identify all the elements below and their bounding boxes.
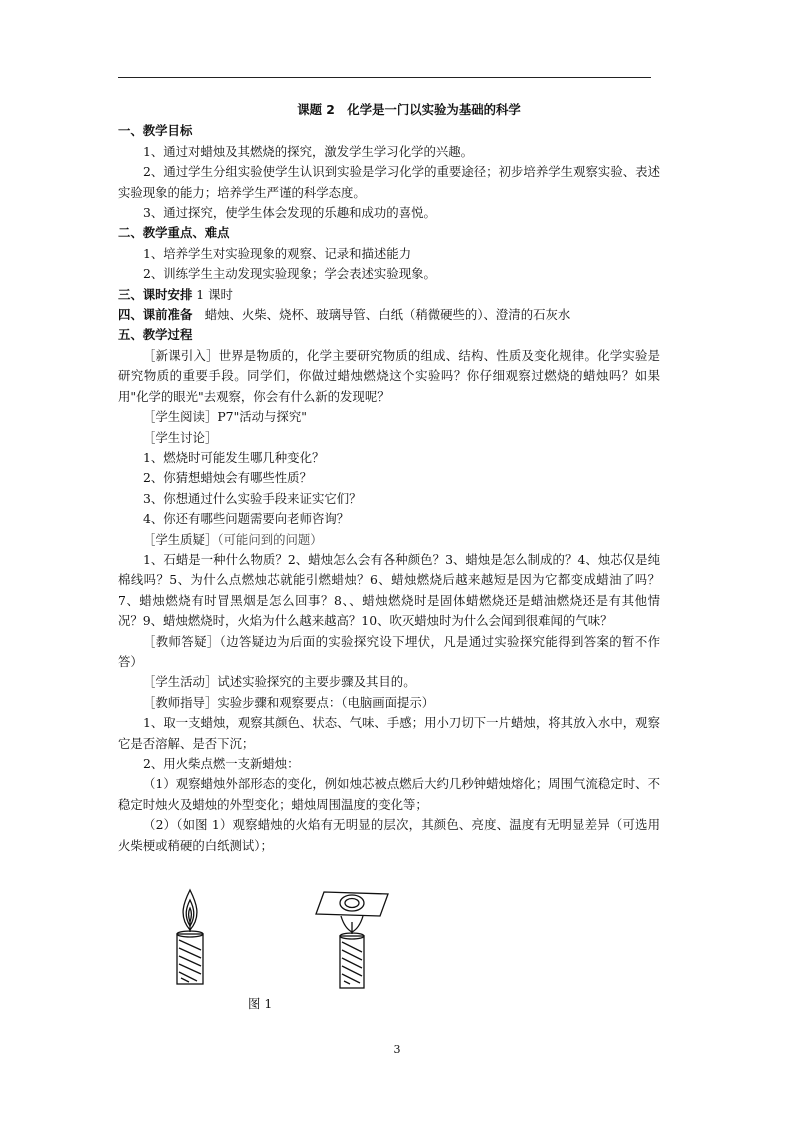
section-heading-process: 五、教学过程 <box>118 327 193 343</box>
page-title: 课题 2 化学是一门以实验为基础的科学 <box>297 102 521 117</box>
schedule-value: 1 课时 <box>192 286 233 302</box>
discussion-question: 1、燃烧时可能发生哪几种变化？ <box>143 449 325 465</box>
step-2a: （1）观察蜡烛外部形态的变化，例如烛芯被点燃后大约几秒钟蜡烛熔化；周围气流稳定时、不稳定时烛火及蜡烛的外型变化；蜡烛周围温度的变化等； <box>118 776 660 812</box>
query-note: （可能问到的问题） <box>217 531 323 547</box>
preparation-label: 四、课前准备 <box>118 307 193 323</box>
student-query <box>118 530 660 550</box>
discussion-question: 2、你猜想蜡烛会有哪些性质？ <box>143 470 312 486</box>
query-label: ［学生质疑］ <box>143 531 218 547</box>
figure-caption: 图 1 <box>248 996 273 1011</box>
candle-with-paper-card-drawing <box>316 892 388 988</box>
step-2b: （2）（如图 1）观察蜡烛的火焰有无明显的层次，其颜色、亮度、温度有无明显差异（可选用火柴梗或稍硬的白纸测试）； <box>118 817 660 853</box>
process-intro: ［新课引入］世界是物质的，化学主要研究物质的组成、结构、性质及变化规律。化学实验是研究物质的重要手段。同学们，你做过蜡烛燃烧这个实验吗？你仔细观察过燃烧的蜡烛吗？如果用"化学的眼光"去观察，你会有什么新的发现呢？ <box>118 347 660 404</box>
objective-item: 2、通过学生分组实验使学生认识到实验是学习化学的重要途径；初步培养学生观察实验、表述实验现象的能力；培养学生严谨的科学态度。 <box>118 164 660 200</box>
student-activity: ［学生活动］试述实验探究的主要步骤及其目的。 <box>143 674 416 690</box>
header-rule <box>118 77 651 78</box>
candle-with-flame-drawing <box>177 890 203 984</box>
section-heading-objectives: 一、教学目标 <box>118 123 193 139</box>
key-point-item: 2、训练学生主动发现实验现象；学会表述实验现象。 <box>143 266 436 282</box>
candle-figure-illustration <box>118 886 518 1016</box>
page-number: 3 <box>393 1043 401 1056</box>
step-2: 2、用火柴点燃一支新蜡烛： <box>143 756 300 771</box>
section-heading-schedule <box>118 285 660 305</box>
query-text: 1、石蜡是一种什么物质？2、蜡烛怎么会有各种颜色？3、蜡烛是怎么制成的？4、烛芯仅是纯棉线吗？5、为什么点燃烛芯就能引燃蜡烛？6、蜡烛燃烧后越来越短是因为它都变成蜡油了吗？7、蜡烛燃烧有时冒黑烟是怎么回事？8、、蜡烛燃烧时是固体蜡燃烧还是蜡油燃烧还是有其他情况？9、蜡烛燃烧时，火焰为什么越来越高？10、吹灭蜡烛时为什么会闻到很难闻的气味？ <box>118 551 660 629</box>
section-heading-preparation <box>118 305 660 325</box>
process-reading: ［学生阅读］P7"活动与探究" <box>143 409 307 425</box>
process-discuss: ［学生讨论］ <box>143 429 218 445</box>
preparation-value: 蜡烛、火柴、烧杯、玻璃导管、白纸（稍微硬些的）、澄清的石灰水 <box>192 307 571 323</box>
key-point-item: 1、培养学生对实验现象的观察、记录和描述能力 <box>143 245 412 261</box>
figure-1 <box>118 886 518 1016</box>
document-body <box>118 100 660 856</box>
objective-item: 1、通过对蜡烛及其燃烧的探究，激发学生学习化学的兴趣。 <box>143 143 474 159</box>
schedule-label: 三、课时安排 <box>118 286 193 302</box>
step-1: 1、取一支蜡烛，观察其颜色、状态、气味、手感；用小刀切下一片蜡烛，将其放入水中，观察它是否溶解、是否下沉； <box>118 715 660 751</box>
objective-item: 3、通过探究，使学生体会发现的乐趣和成功的喜悦。 <box>143 205 436 221</box>
discussion-question: 3、你想通过什么实验手段来证实它们？ <box>143 490 362 506</box>
teacher-guide: ［教师指导］实验步骤和观察要点：（电脑画面提示） <box>143 694 435 710</box>
discussion-question: 4、你还有哪些问题需要向老师咨询？ <box>143 511 350 527</box>
section-heading-key-points: 二、教学重点、难点 <box>118 225 230 241</box>
teacher-answer: ［教师答疑］（边答疑边为后面的实验探究设下埋伏，凡是通过实验探究能得到答案的暂不作答） <box>118 633 660 669</box>
